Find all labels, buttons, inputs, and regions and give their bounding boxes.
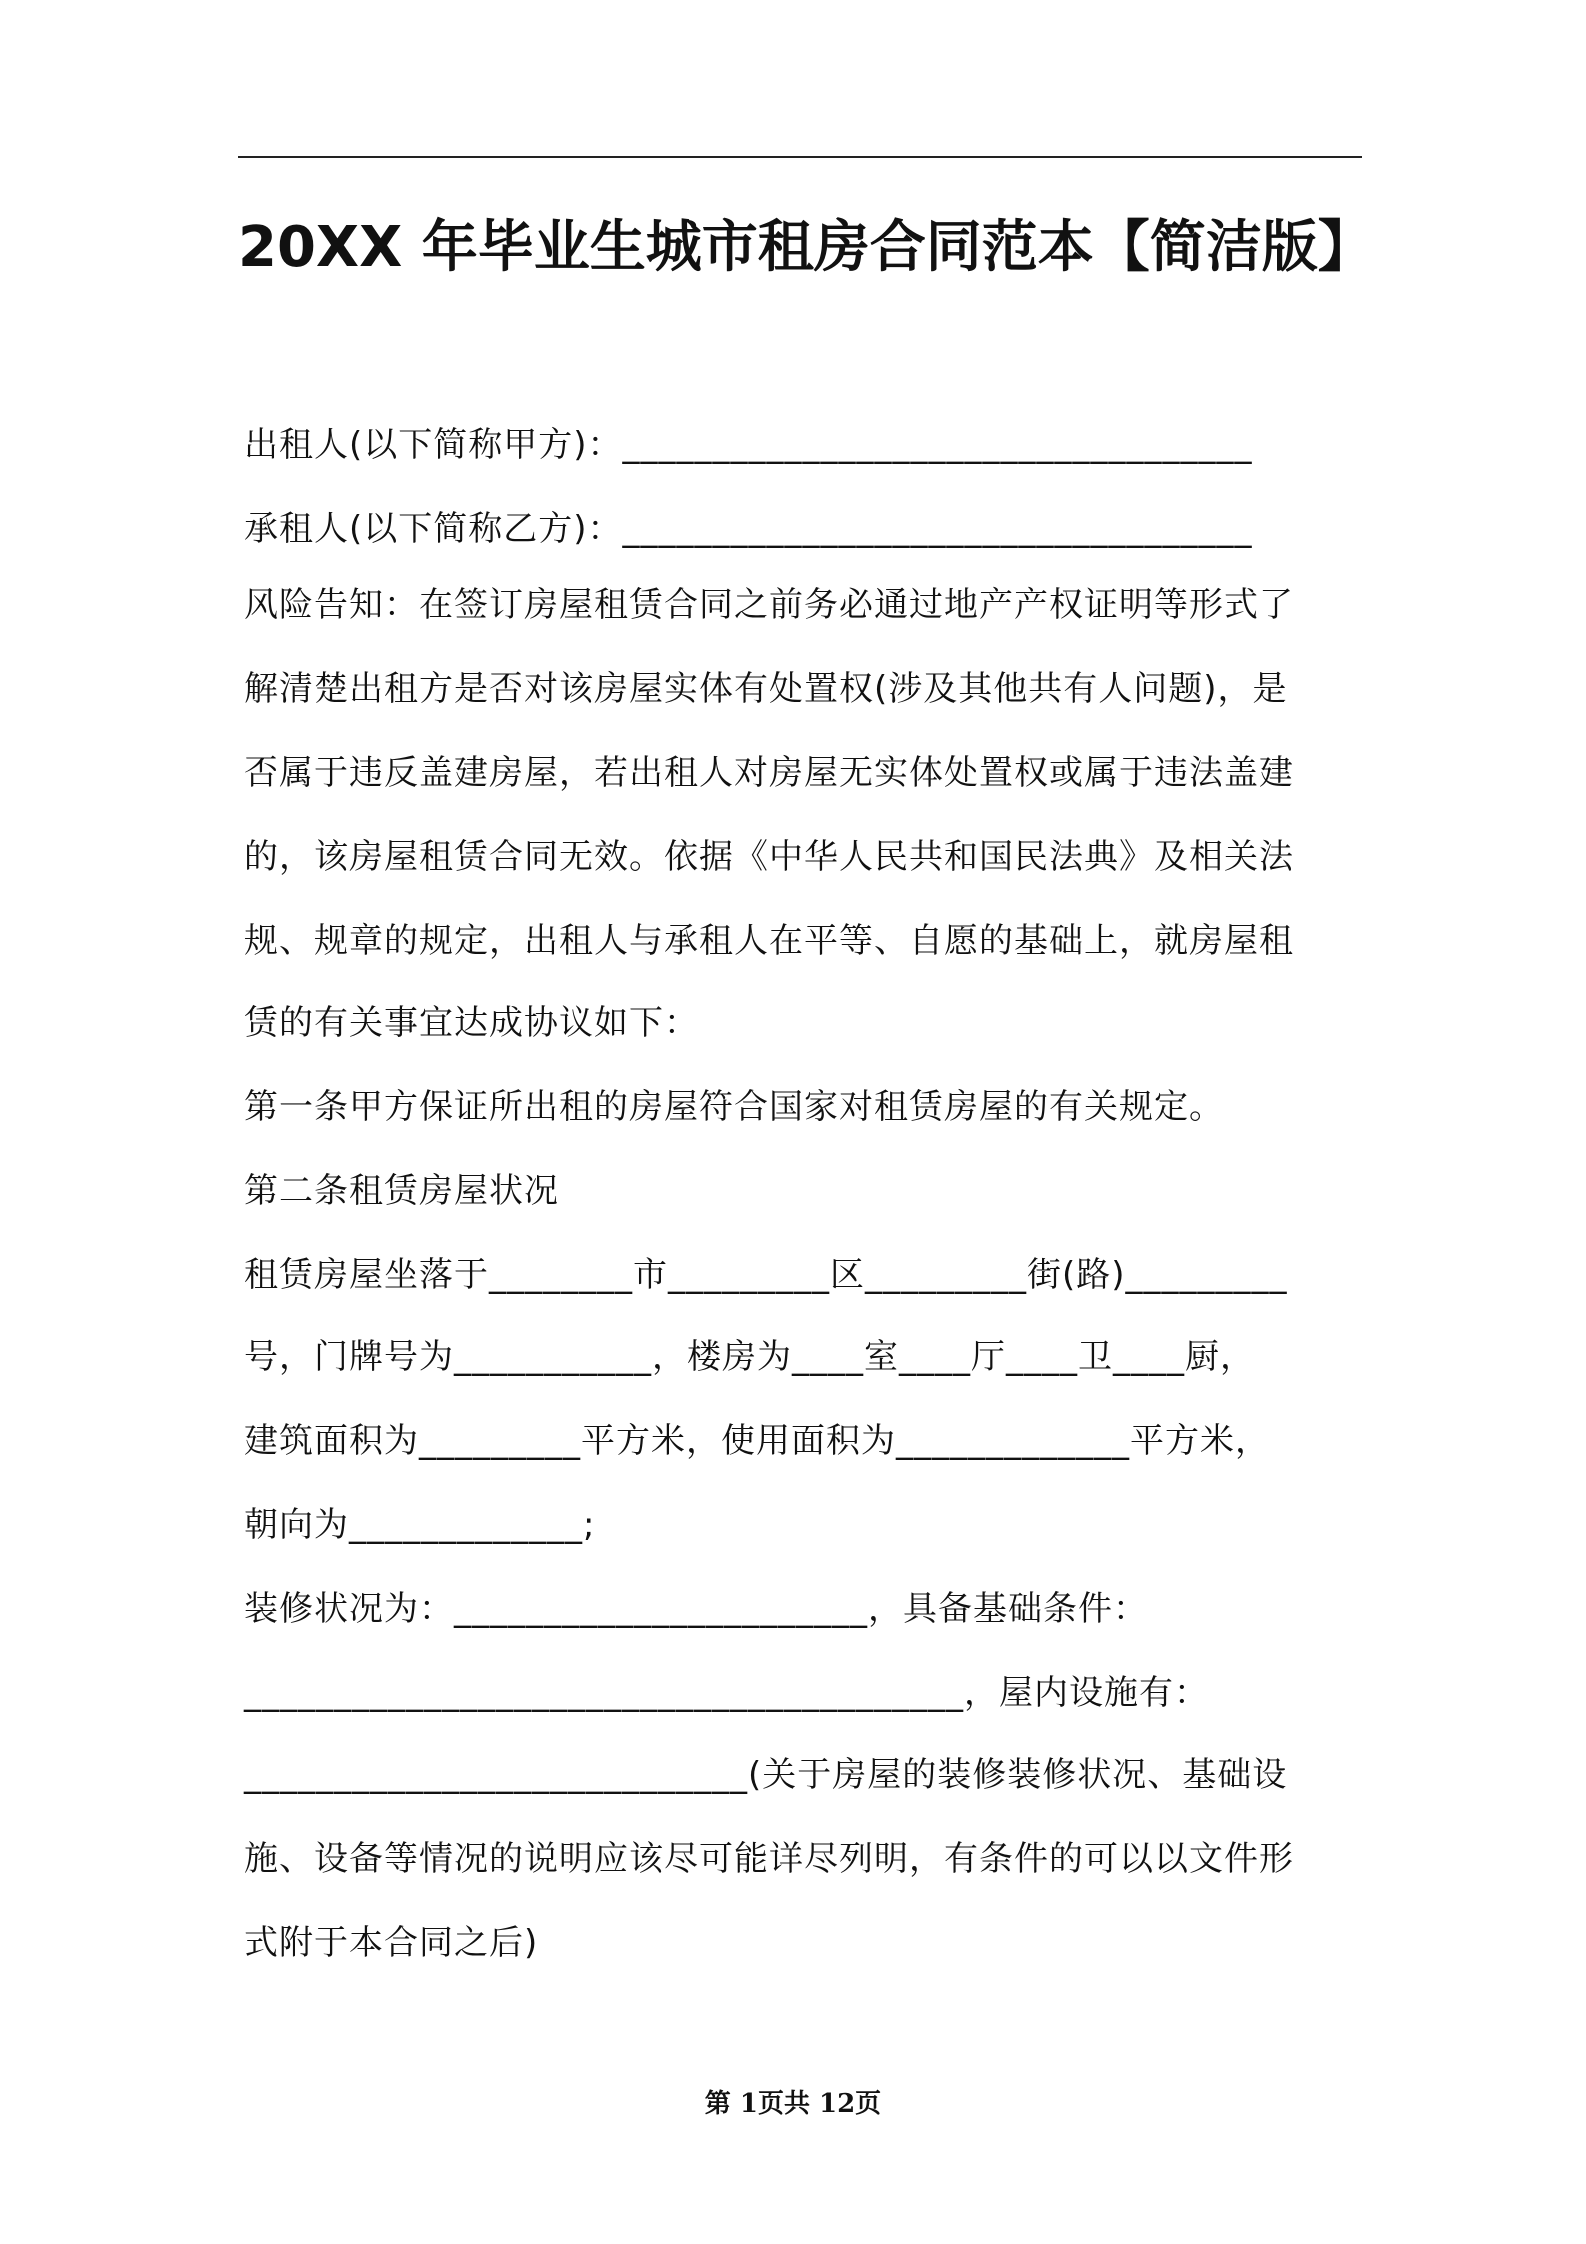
decoration-line: 装修状况为：_______________________，具备基础条件： [244,1589,1148,1629]
property-address-line: 租赁房屋坐落于________市_________区_________街(路)_________ [244,1255,1288,1295]
article-1: 第一条甲方保证所出租的房屋符合国家对租赁房屋的有关规定。 [244,1087,1224,1127]
risk-notice-line-4: 的，该房屋租赁合同无效。依据《中华人民共和国民法典》及相关法 [244,837,1294,877]
risk-notice-line-3: 否属于违反盖建房屋，若出租人对房屋无实体处置权或属于违法盖建 [244,753,1294,793]
property-area-line: 建筑面积为_________平方米，使用面积为_____________平方米， [244,1421,1270,1461]
facilities-note-line-2: 施、设备等情况的说明应该尽可能详尽列明，有条件的可以以文件形 [244,1839,1294,1879]
property-layout-line: 号，门牌号为___________，楼房为____室____厅____卫____厨， [244,1337,1255,1377]
risk-notice-line-2: 解清楚出租方是否对该房屋实体有处置权(涉及其他共有人问题)，是 [244,669,1288,709]
lessor-line: 出租人(以下简称甲方)：___________________________________ [244,425,1253,465]
facilities-note-line-1: ____________________________(关于房屋的装修装修状况、基础设 [244,1755,1288,1795]
article-2-heading: 第二条租赁房屋状况 [244,1171,559,1211]
risk-notice-line-1: 风险告知：在签订房屋租赁合同之前务必通过地产产权证明等形式了 [244,585,1294,625]
header-rule [238,156,1362,158]
lessee-line: 承租人(以下简称乙方)：___________________________________ [244,509,1253,549]
facilities-note-line-3: 式附于本合同之后) [244,1923,539,1963]
facilities-line: ________________________________________，屋内设施有： [244,1673,1209,1713]
risk-notice-line-5: 规、规章的规定，出租人与承租人在平等、自愿的基础上，就房屋租 [244,921,1294,961]
risk-notice-line-6: 赁的有关事宜达成协议如下： [244,1003,699,1043]
page-number: 第 1页共 12页 [704,2089,882,2119]
document-title: 20XX 年毕业生城市租房合同范本【简洁版】 [238,215,1374,280]
property-orientation-line: 朝向为_____________; [244,1505,596,1545]
